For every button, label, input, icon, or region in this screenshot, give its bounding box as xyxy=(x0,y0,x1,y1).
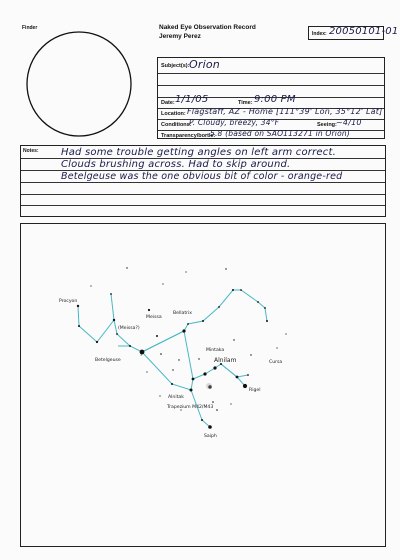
index-label: Index: xyxy=(312,31,327,37)
label-alnilam: Alnilam xyxy=(214,357,237,364)
label-rigel: Rigel xyxy=(249,388,261,393)
index-value: 20050101-01 xyxy=(329,26,399,37)
finder-circle xyxy=(24,18,134,148)
finder-label: Finder xyxy=(22,25,38,31)
location-value: Flagstaff, AZ - Home [111°39' Lon, 35°12' Lat] xyxy=(187,107,383,116)
sketch-box xyxy=(20,223,386,547)
transparency-value: 5.8 (based on SAO113271 in Orion) xyxy=(210,129,350,138)
notes-label: Notes: xyxy=(23,148,39,154)
date-value: 1/1/05 xyxy=(175,94,209,105)
notes-box xyxy=(20,145,386,217)
date-label: Date: xyxy=(161,100,175,106)
label-procyon: Procyon xyxy=(59,299,78,304)
time-value: 9:00 PM xyxy=(254,94,296,105)
label-alnitak: Alnitak xyxy=(168,395,184,400)
record-title: Naked Eye Observation Record xyxy=(159,24,256,31)
label-saiph: Saiph xyxy=(204,434,217,439)
orion-sketch xyxy=(21,224,385,546)
label-mintaka: Mintaka xyxy=(206,348,225,353)
label-trapezium: Trapezium M42/M43 xyxy=(167,405,214,410)
notes-line: Had some trouble getting angles on left arm correct. xyxy=(61,147,336,158)
label-meissa-region: (Meissa?) xyxy=(118,326,140,331)
label-cursa: Cursa xyxy=(269,360,283,365)
subjects-label: Subject(s): xyxy=(161,63,190,69)
label-betelgeuse: Betelgeuse xyxy=(95,358,121,363)
label-bellatrix: Bellatrix xyxy=(173,311,193,316)
seeing-value: ~4/10 xyxy=(336,118,362,127)
location-label: Location: xyxy=(161,111,186,117)
time-label: Time: xyxy=(238,100,253,106)
fields-box xyxy=(157,57,385,139)
notes-line: Clouds brushing across. Had to skip around. xyxy=(61,159,291,170)
transparency-label: Transparency/bortle: xyxy=(161,133,216,139)
m42-nebula xyxy=(206,383,212,389)
seeing-label: Seeing: xyxy=(317,122,337,128)
label-meissa: Meissa xyxy=(146,315,162,320)
index-box xyxy=(308,26,399,40)
subjects-value: Orion xyxy=(189,58,220,71)
observer-name: Jeremy Perez xyxy=(159,33,201,40)
conditions-value: P. Cloudy, breezy, 34°F xyxy=(189,118,280,127)
conditions-label: Conditions: xyxy=(161,122,192,128)
notes-line: Betelgeuse was the one obvious bit of color - orange-red xyxy=(61,171,343,182)
